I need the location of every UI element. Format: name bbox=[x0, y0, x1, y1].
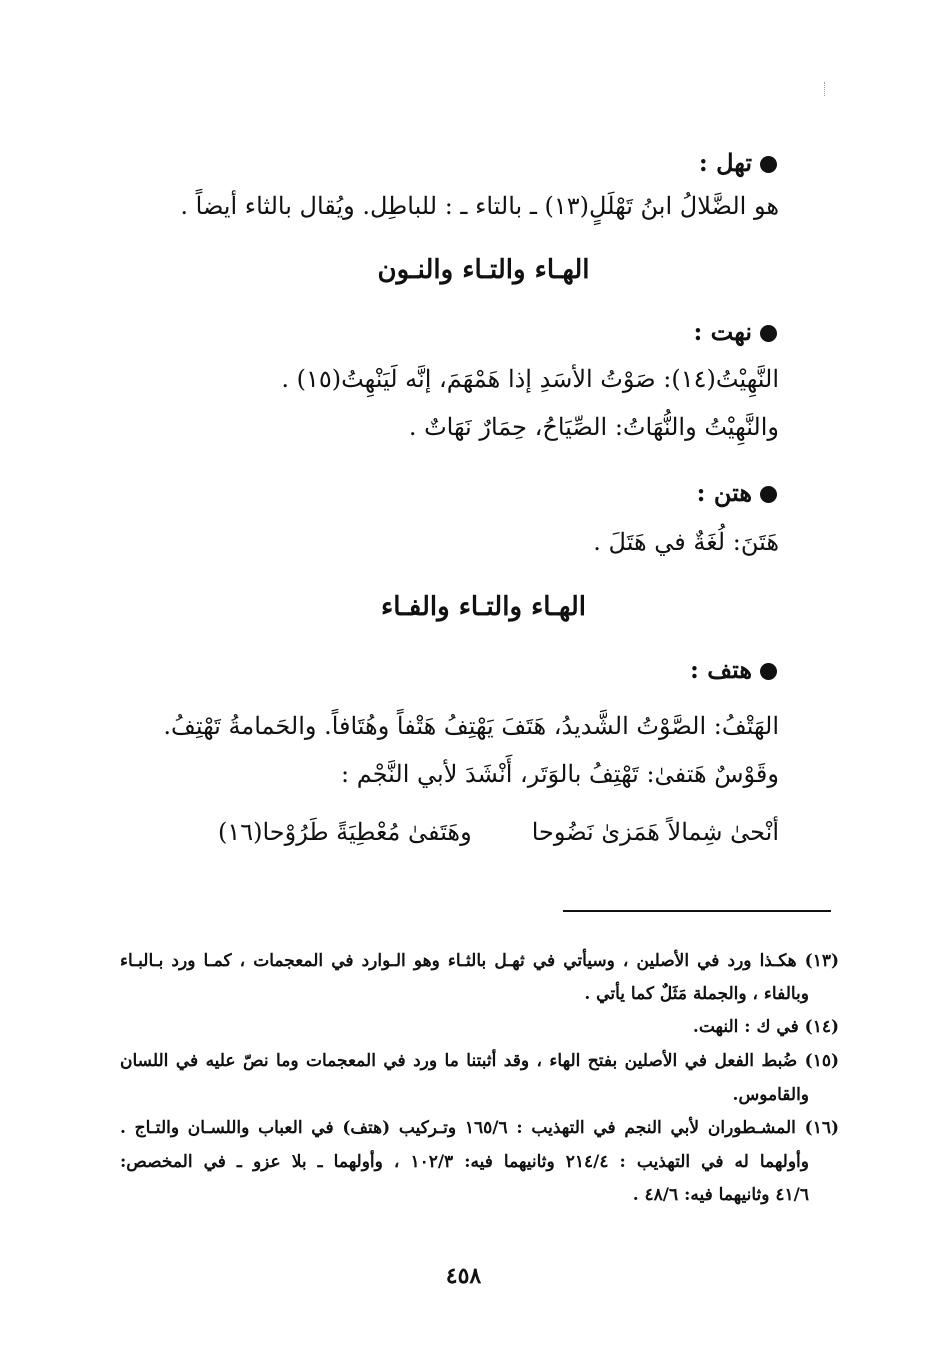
footnote-16-line-1: (١٦) المشـطوران لأبي النجم في التهذيب : ١٦٥/٦ وتـركيب (هتف) في العباب واللسـان والتـاج . bbox=[120, 1118, 840, 1138]
entry-nahat-line-2: والنَّهِيْتُ والنُّهَاتُ: الصِّيَاحُ، حِمَارٌ نَهَاتٌ . bbox=[408, 413, 779, 441]
bullet-icon bbox=[760, 663, 777, 680]
entry-nahat-line-1: النَّهِيْتُ(١٤): صَوْتُ الأسَدِ إذا هَمْهَمَ، إنَّه لَيَنْهِتُ(١٥) . bbox=[281, 365, 779, 393]
bullet-icon bbox=[760, 156, 777, 173]
bullet-icon bbox=[760, 325, 777, 342]
entry-head-hataf-text: هتف : bbox=[690, 655, 752, 684]
footnote-separator bbox=[563, 910, 831, 912]
entry-tahal-line-1: هو الضَّلالُ ابنُ تَهْلَلٍ(١٣) ـ بالتاء ـ : للباطِل. ويُقال بالثاء أيضاً . bbox=[180, 192, 779, 220]
footnote-13-line-1: (١٣) هكـذا ورد في الأصلين ، وسيأتي في ثهـل بالثـاء وهو الـوارد في المعجمات ، كمـا ورد بـالبـاء bbox=[120, 951, 839, 971]
entry-head-hatan-text: هتن : bbox=[696, 478, 752, 507]
entry-head-nahat-text: نهت : bbox=[693, 317, 752, 346]
entry-head-hatan bbox=[697, 478, 777, 507]
footnote-13-line-2: وبالفاء ، والجملة مَثَلٌ كما يأتي . bbox=[584, 984, 809, 1004]
entry-head-tahal bbox=[699, 148, 777, 177]
verse-hemistich-2: وهَتَفىٰ مُعْطِيَةً طَرُوْحا(١٦) bbox=[217, 818, 472, 846]
entry-head-nahat bbox=[693, 317, 777, 346]
footnote-16-line-2: وأولهما له في التهذيب : ٢١٤/٤ وثانيهما فيه: ١٠٢/٣ ، وأولهما ـ بلا عزو ـ في المخصص: bbox=[120, 1152, 809, 1172]
entry-hatan-line-1: هَتَنَ: لُغَةٌ في هَتَلَ . bbox=[593, 528, 779, 556]
footnote-14: (١٤) في ك : النهت. bbox=[692, 1017, 839, 1037]
entry-hataf-line-2: وقَوْسٌ هَتفىٰ: تَهْتِفُ بالوَتَر، أَنْشَدَ لأبي النَّجْم : bbox=[341, 760, 779, 788]
footnote-15-line-2: والقاموس. bbox=[732, 1085, 809, 1105]
section-title-haa-taa-faa: الهـاء والتـاء والفـاء bbox=[381, 592, 586, 622]
entry-hataf-line-1: الهَتْفُ: الصَّوْتُ الشَّديدُ، هَتَفَ يَهْتِفُ هَتْفاً وهُتَافاً. والحَمامةُ تَهْتِفُ. bbox=[163, 712, 779, 740]
scan-speck bbox=[824, 82, 827, 96]
footnote-15-line-1: (١٥) ضُبط الفعل في الأصلين بفتح الهاء ، وقد أثبتنا ما ورد في المعجمات وما نصّ عليه في اللسان bbox=[120, 1051, 839, 1071]
page-number: ٤٥٨ bbox=[445, 1263, 482, 1289]
entry-head-hataf bbox=[690, 655, 777, 684]
verse-hemistich-1: أنْحىٰ شِمالاً هَمَزىٰ نَضُوحا bbox=[531, 818, 779, 846]
section-title-haa-taa-nun: الهـاء والتـاء والنـون bbox=[377, 255, 590, 285]
entry-head-tahal-text: تهل : bbox=[698, 148, 752, 177]
footnote-16-line-3: ٤١/٦ وثانيهما فيه: ٤٨/٦ . bbox=[632, 1185, 809, 1205]
verse-line bbox=[218, 818, 779, 846]
bullet-icon bbox=[760, 486, 777, 503]
